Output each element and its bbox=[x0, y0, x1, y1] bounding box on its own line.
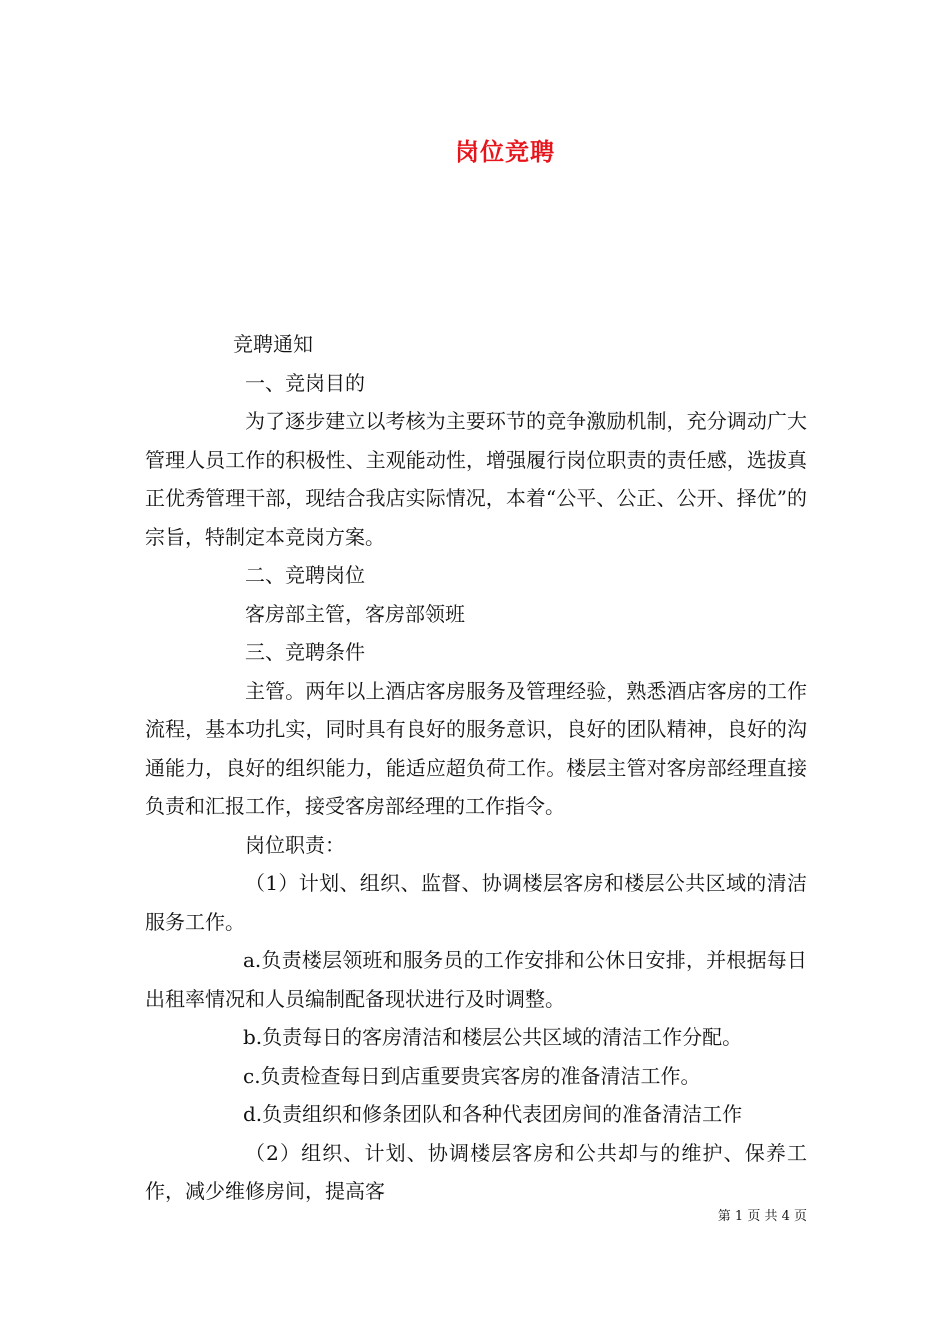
paragraph-positions: 客房部主管，客房部领班 bbox=[245, 601, 465, 626]
paragraph-duty-1d: d.负责组织和修条团队和各种代表团房间的准备清洁工作 bbox=[243, 1102, 743, 1126]
section-heading-conditions: 三、竞聘条件 bbox=[245, 640, 365, 664]
paragraph-purpose: 为了逐步建立以考核为主要环节的竞争激励机制，充分调动广大管理人员工作的积极性、主观能动性，增强履行岗位职责的责任感，选拔真正优秀管理干部，现结合我店实际情况，本着“公平、公正、公开、择优”的宗旨，特制定本竞岗方案。 bbox=[145, 409, 807, 549]
paragraph-duty-1a: a.负责楼层领班和服务员的工作安排和公休日安排，并根据每日出租率情况和人员编制配备现状进行及时调整。 bbox=[145, 948, 807, 1011]
page-number: 第 1 页 共 4 页 bbox=[717, 1209, 807, 1224]
paragraph-conditions: 主管。两年以上酒店客房服务及管理经验，熟悉酒店客房的工作流程，基本功扎实，同时具有良好的服务意识，良好的团队精神，良好的沟通能力，良好的组织能力，能适应超负荷工作。楼层主管对客房部经理直接负责和汇报工作，接受客房部经理的工作指令。 bbox=[145, 678, 807, 818]
paragraph-duty-2: （2）组织、计划、协调楼层客房和公共却与的维护、保养工作，减少维修房间，提高客 bbox=[145, 1140, 807, 1203]
paragraph-duty-1c: c.负责检查每日到店重要贵宾客房的准备清洁工作。 bbox=[243, 1063, 701, 1088]
paragraph-duty-1b: b.负责每日的客房清洁和楼层公共区域的清洁工作分配。 bbox=[243, 1025, 743, 1049]
paragraph-notice-heading: 竞聘通知 bbox=[233, 332, 313, 356]
section-heading-positions: 二、竞聘岗位 bbox=[245, 563, 365, 587]
section-heading-purpose: 一、竞岗目的 bbox=[245, 370, 365, 395]
document-body bbox=[145, 325, 807, 1211]
document-title: 岗位竞聘 bbox=[455, 137, 555, 166]
paragraph-duties-heading: 岗位职责： bbox=[245, 832, 345, 857]
paragraph-duty-1: （1）计划、组织、监督、协调楼层客房和楼层公共区域的清洁服务工作。 bbox=[145, 871, 807, 934]
